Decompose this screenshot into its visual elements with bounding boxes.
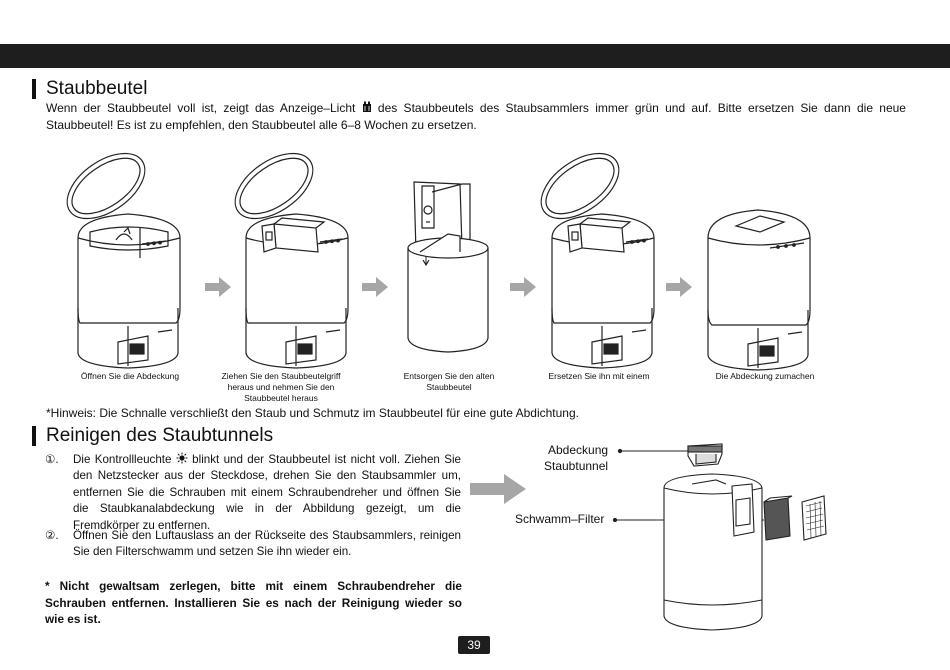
section-title-staubbeutel: Staubbeutel	[32, 79, 147, 99]
item1-text-2: blinkt und der Staubbeutel ist nicht voll. Ziehen Sie den Netzstecker aus der Steckdose, drehen Sie den Staubsammler um, entfernen Sie die Schrauben mit einem Schraubendreher und öffnen Sie die Staubkanalabdeckung wie in der Abbildung gezeigt, um die Fremdkörper zu entfernen.	[73, 453, 461, 532]
intro-text-2: des Staubbeutels des Staubsammlers immer grün und auf. Bitte ersetzen Sie dann die neue Staubbeutel! Es ist zu empfehlen, den Staubbeutel alle 6–8 Wochen zu ersetzen.	[46, 101, 906, 132]
hint-text: *Hinweis: Die Schnalle verschließt den Staub und Schmutz im Staubbeutel für eine gute Abdichtung.	[46, 406, 579, 420]
top-header-bar	[0, 44, 950, 68]
section2-arrow	[470, 474, 526, 504]
step4-illustration	[532, 148, 662, 373]
item2-number: ②.	[45, 529, 59, 542]
step-arrow-4	[666, 277, 692, 297]
indicator-light-icon	[176, 452, 188, 464]
item2-text: Öffnen Sie den Luftauslass an der Rückseite des Staubsammlers, reinigen Sie den Filterschwamm und setzen Sie ihn wieder ein.	[73, 529, 461, 559]
dustbag-indicator-icon	[362, 101, 372, 113]
step4-caption: Ersetzen Sie ihn mit einem	[548, 371, 650, 381]
intro-paragraph	[46, 100, 906, 134]
step2-caption: Ziehen Sie den Staubbeutelgriff heraus und nehmen Sie den Staubbeutel heraus	[221, 371, 341, 403]
label-sponge-filter: Schwamm–Filter	[515, 512, 605, 526]
step2-illustration	[226, 148, 356, 373]
item1-text-1: Die Kontrollleuchte	[73, 453, 172, 466]
intro-text-1: Wenn der Staubbeutel voll ist, zeigt das Anzeige–Licht	[46, 101, 356, 115]
page-number: 39	[458, 636, 490, 654]
step3-illustration	[400, 172, 500, 372]
warning-text: * Nicht gewaltsam zerlegen, bitte mit einem Schraubendreher die Schrauben entfernen. Installieren Sie es nach der Reinigung wieder so wie es ist.	[45, 579, 462, 626]
step1-caption: Öffnen Sie die Abdeckung	[80, 371, 180, 381]
dust-tunnel-diagram	[612, 440, 842, 632]
step1-illustration	[58, 148, 188, 373]
label-cover: Abdeckung	[548, 443, 609, 457]
instruction-item-1	[45, 452, 461, 534]
step5-caption: Die Abdeckung zumachen	[715, 371, 815, 381]
instruction-item-2	[45, 528, 461, 561]
step3-caption: Entsorgen Sie den alten Staubbeutel	[403, 371, 495, 392]
item1-number: ①.	[45, 453, 59, 466]
step5-illustration	[700, 200, 820, 375]
section-title-staubtunnel: Reinigen des Staubtunnels	[32, 426, 273, 446]
step-arrow-2	[362, 277, 388, 297]
label-tunnel: Staubtunnel	[544, 459, 609, 473]
